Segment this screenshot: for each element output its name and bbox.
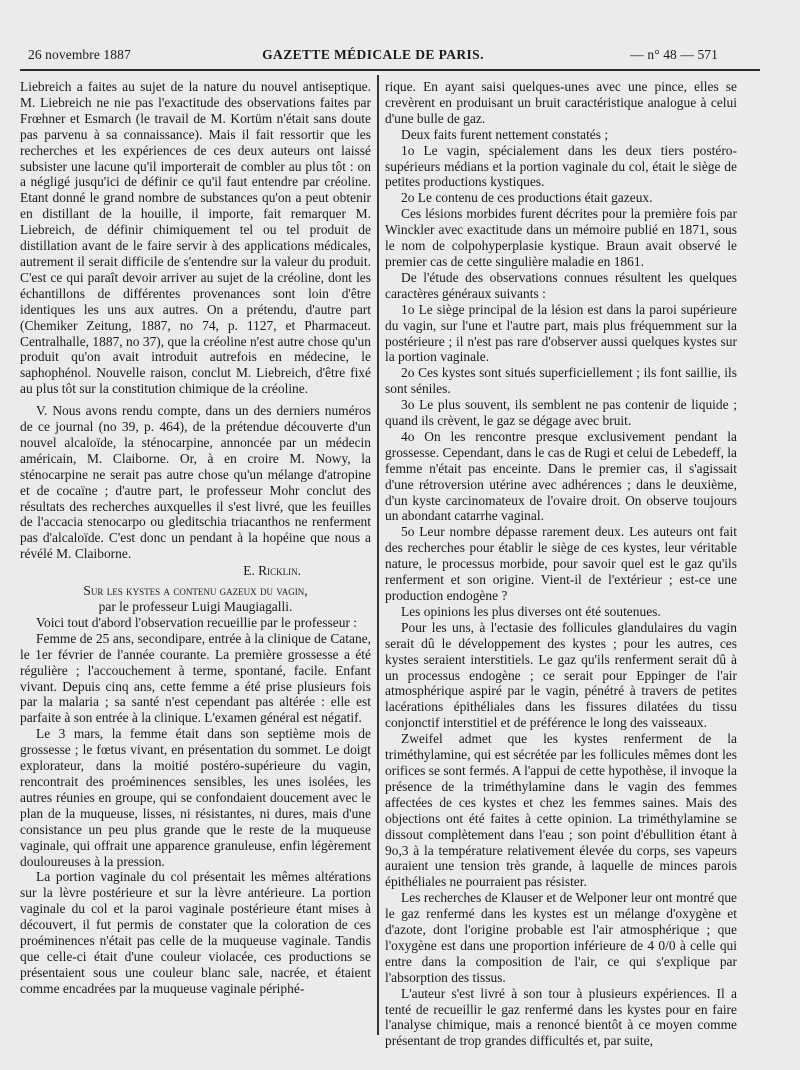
paragraph: 1o Le siège principal de la lésion est dans la paroi supérieure du vagin, sur l'une et l'autre part, mais plus fréquemment sur la postérieure ; il n'est pas rare d'observer aussi quelques kystes sur la portion vaginale. (385, 301, 737, 365)
article-author: par le professeur Luigi Maugiagalli. (98, 599, 293, 614)
paragraph: 4o On les rencontre presque exclusivement pendant la grossesse. Cependant, dans le cas de Rugi et celui de Lebedeff, la femme n'était pas enceinte. Dans le premier cas, il s'agissait d'une rétroversion utérine avec adhérences ; dans le deuxième, d'un kyste carcinomateux de l'ovaire droit. On observe toujours un abondant catarrhe vaginal. (385, 428, 737, 524)
paragraph: Ces lésions morbides furent décrites pour la première fois par Winckler avec exactitude dans un mémoire publié en 1871, sous le nom de colpohyperplasie kystique. Braun avait observé le premier cas de cette singulière maladie en 1861. (385, 206, 737, 269)
header-rule (20, 69, 760, 71)
paragraph: Femme de 25 ans, secondipare, entrée à la clinique de Catane, le 1er février de l'année courante. La première grossesse a été régulière ; l'accouchement à terme, spontané, facile. Enfant vivant. Depuis cinq ans, cette femme a été prise plusieurs fois par la malaria ; sa santé n'est cependant pas altérée : elle est parfaite à son entrée à la clinique. L'examen général est négatif. (20, 630, 371, 726)
paragraph: rique. En ayant saisi quelques-unes avec une pince, elles se crevèrent en produisant un bruit caractéristique analogue à celui d'une bulle de gaz. (385, 79, 737, 126)
paragraph: Zweifel admet que les kystes renferment de la triméthylamine, qui est sécrétée par les follicules mêmes dont les orifices se sont fermés. A l'appui de cette hypothèse, il invoque la présence de la triméthylamine dans le vagin des femmes affectées de ces kystes et chez les femmes saines. Mais des objections ont été faites à cette opinion. La triméthylamine se dissout complètement dans l'eau ; son point d'ébullition étant à 9o,3 à la température relativement élevée du corps, ses vapeurs auraient une tension très grande, à laquelle de minces parois épithéliales ne pourraient pas résister. (385, 731, 737, 890)
paragraph: Liebreich a faites au sujet de la nature du nouvel antiseptique. M. Liebreich ne nie pas l'exactitude des observations faites par Frœhner et Esmarch (le travail de M. Kortüm n'était sans doute pas parvenu à sa connaissance). Mais il fait ressortir que les recherches et les expériences de ces deux auteurs ont laissé subsister une lacune qu'il importerait de combler au plus tôt : on a négligé jusqu'ici de définir ce qu'il faut entendre par créoline. Etant donné le grand nombre de substances qu'on a peut obtenir en distillant de la houille, il importe, fait remarquer M. Liebreich, de définir chimiquement tel ou tel produit de distillation avant de le faire servir à des applications médicales, autrement il serait difficile de s'entendre sur la valeur du produit. C'est ce qui paraît devoir arriver au sujet de la créoline, dont les échantillons de différentes provenances sont loin d'être identiques les uns aux autres. On a prétendu, d'autre part (Chemiker Zeitung, 1887, no 74, p. 1127, et Pharmaceut. Centralhalle, 1887, no 37), que la créoline n'est autre chose qu'un produit qu'on avait introduit autrefois en médecine, le saphophénol. Nouvelle raison, conclut M. Liebreich, d'être fixé au plus tôt sur la constitution chimique de la créoline. (20, 79, 371, 397)
paragraph: Le 3 mars, la femme était dans son septième mois de grossesse ; le fœtus vivant, en présentation du sommet. Le doigt explorateur, dans la moitié postéro-supérieure du vagin, rencontrait des proéminences sensibles, les unes isolées, les autres réunies en groupe, qui se confondaient doucement avec le plan de la muqueuse, lisses, ni résistantes, ni dures, mais d'une consistance un peu plus grande que le reste de la muqueuse vaginale, qui offrait une apparence granuleuse, enfin légèrement douloureuses à la pression. (20, 726, 371, 869)
paragraph: Voici tout d'abord l'observation recueillie par le professeur : (36, 614, 358, 630)
paragraph: 3o Le plus souvent, ils semblent ne pas contenir de liquide ; quand ils crèvent, le gaz se dégage avec bruit. (385, 397, 737, 429)
header-date: 26 novembre 1887 (28, 47, 131, 62)
paragraph: Pour les uns, à l'ectasie des follicules glandulaires du vagin serait dû le développement des kystes ; pour les autres, ces kystes seraient interstitiels. Le gaz qu'ils renferment serait dû à un processus endogène ; ce serait pour Eppinger de l'air atmosphérique aspiré par le vagin, pénétré à travers de petites lacérations épithéliales dans les fissures dilatées du tissu conjonctif interstitiel et de préférence le long des vaisseaux. (385, 619, 737, 731)
paragraph: L'auteur s'est livré à son tour à plusieurs expériences. Il a tenté de recueillir le gaz renfermé dans les kystes pour en faire l'analyse chimique, mais a renoncé bientôt à ce moyen comme présentant de trop grandes difficultés et, par suite, (385, 985, 737, 1049)
paragraph: Les opinions les plus diverses ont été soutenues. (401, 603, 661, 619)
right-column (385, 79, 737, 1049)
paragraph: Les recherches de Klauser et de Welponer leur ont montré que le gaz renfermé dans les kystes est un mélange d'oxygène et d'azote, dont l'origine probable est l'air atmosphérique ; que l'oxygène est dans une proportion inférieure de 4 0/0 à celle qui entre dans la composition de l'air, ce qui s'explique par l'absorption des tissus. (385, 890, 737, 985)
paragraph: 1o Le vagin, spécialement dans les deux tiers postéro-supérieurs médians et la portion vaginale du col, était le siège de petites productions kystiques. (385, 142, 737, 190)
column-divider (377, 75, 379, 1035)
paragraph: La portion vaginale du col présentait les mêmes altérations sur la lèvre postérieure et sur la lèvre antérieure. La portion vaginale du col et la paroi vaginale postérieure étant mises à découvert, il fut permis de constater que la coloration de ces proéminences n'était pas celle de la muqueuse vaginale. Tandis que celle-ci était d'une couleur violacée, ces productions se présentaient sous une couleur blanc sale, nacrée, et étaient comme encadrées par la muqueuse vaginale périphé- (20, 869, 371, 996)
paragraph: V. Nous avons rendu compte, dans un des derniers numéros de ce journal (no 39, p. 464), de la prétendue découverte d'un nouvel alcaloïde, la sténocarpine, annoncée par un médecin américain, M. Claiborne. Or, à en croire M. Nowy, la sténocarpine ne serait pas autre chose qu'un mélange d'atropine et de cocaïne ; d'autre part, le professeur Mohr conclut des résultats des recherches auxquelles il s'est livré, que les feuilles de l'accacia stenocarpo ou gleditschia triacanthos ne renferment pas d'alcaloïde. C'est donc un pendant à la hopéine que nous a révélé M. Claiborne. (20, 403, 371, 562)
paragraph: 2o Le contenu de ces productions était gazeux. (401, 190, 653, 206)
article-title: Sur les kystes a contenu gazeux du vagin, (83, 583, 308, 599)
paragraph: Deux faits furent nettement constatés ; (401, 126, 609, 142)
signature: E. Ricklin. (243, 563, 301, 579)
paragraph: 2o Ces kystes sont situés superficiellement ; ils font saillie, ils sont séniles. (385, 365, 737, 397)
paragraph: 5o Leur nombre dépasse rarement deux. Les auteurs ont fait des recherches pour établir le siège de ces kystes, leur véritable nature, le processus morbide, pour savoir quel est le gaz qu'ils renferment et son origine. Vient-il de l'extérieur ; est-ce une production endogène ? (385, 524, 737, 603)
left-column (20, 79, 371, 1039)
journal-title: GAZETTE MÉDICALE DE PARIS. (262, 47, 484, 62)
paragraph: De l'étude des observations connues résultent les quelques caractères généraux suivants : (385, 269, 737, 301)
page-number: — n° 48 — 571 (630, 47, 718, 62)
page-header (28, 47, 718, 67)
